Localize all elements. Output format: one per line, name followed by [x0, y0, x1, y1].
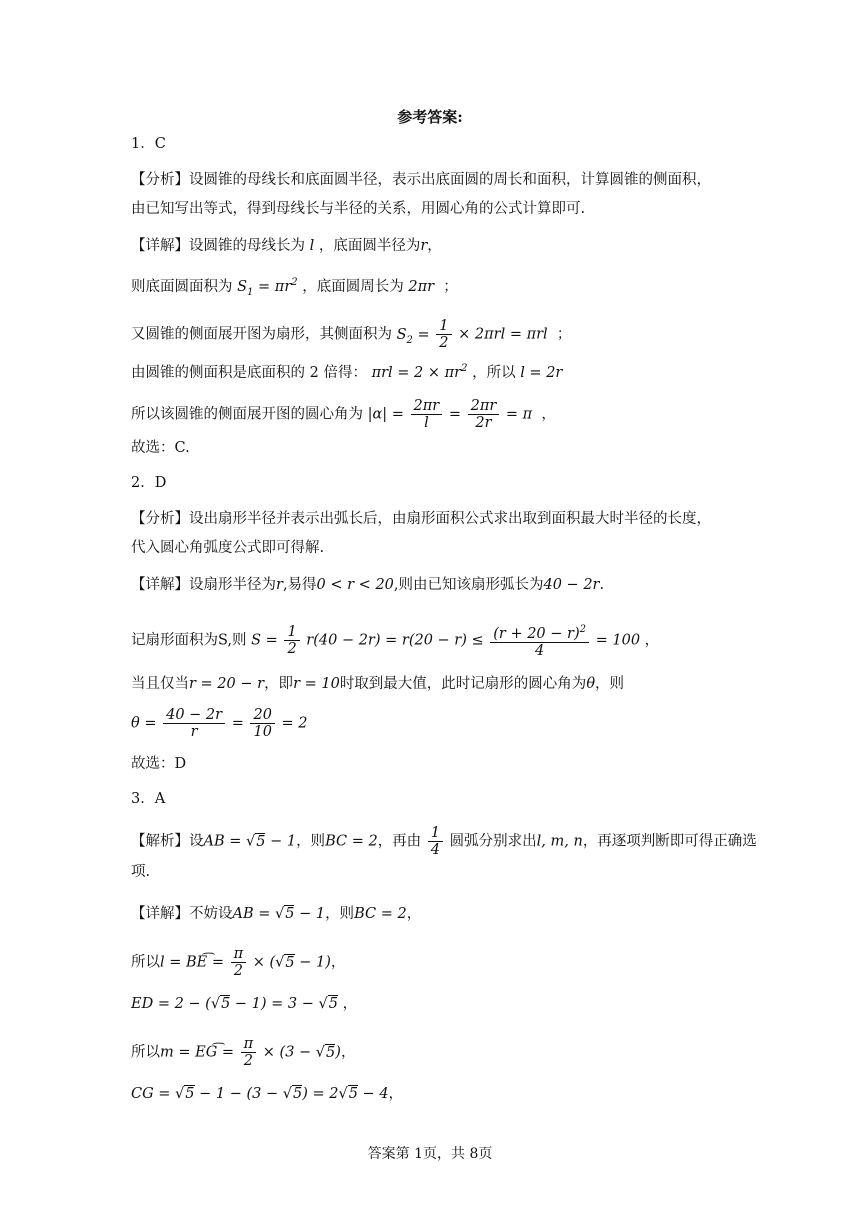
- q3-m-line: 所以m = EG͡ = $\frac{\pi}{2}$ × (3 − √5)，: [131, 1036, 356, 1069]
- q2-area-line: 记扇形面积为S,则 S = $\frac{1}{2}$ r(40 − 2r) = r(20 − r) ≤ $\frac{(r + 20 - r)^2}{4}$ = 100 ，: [131, 623, 660, 659]
- q2-analysis-line-2: 代入圆心角弧度公式即可得解.: [131, 540, 325, 556]
- q1-side-area-line: 又圆锥的侧面展开图为扇形，其侧面积为 $S_2$ = $\frac{1}{2}$ × 2πrl = πrl ；: [131, 318, 572, 351]
- q2-theta-line: θ = $\frac{40 - 2r}{r}$ = $\frac{20}{10}$ = 2: [131, 707, 308, 740]
- q2-when-line: 当且仅当r = 20 − r，即r = 10时取到最大值，此时记扇形的圆心角为θ，则: [131, 676, 625, 692]
- q2-analysis-line-1: 【分析】设出扇形半径并表示出弧长后，由扇形面积公式求出取到面积最大时半径的长度，: [131, 511, 711, 527]
- q3-analysis-line-1: 【解析】设AB = √5 − 1，则BC = 2，再由 $\frac{1}{4}$ 圆弧分别求出l, m, n，再逐项判断即可得正确选: [131, 825, 757, 858]
- q2-choose: 故选：D: [131, 756, 187, 772]
- page-footer: 答案第 1页，共 8页: [367, 1146, 493, 1162]
- question-2-answer: 2．D: [131, 475, 167, 491]
- q1-angle-line: 所以该圆锥的侧面展开图的圆心角为 |α| = $\frac{2\pi r}{l}$ = $\frac{2\pi r}{2r}$ = π ，: [131, 398, 556, 431]
- q1-choose: 故选：C.: [131, 440, 190, 456]
- q3-l-line: 所以l = BE͡ = $\frac{\pi}{2}$ × (√5 − 1)，: [131, 946, 346, 979]
- q3-detail-line: 【详解】不妨设AB = √5 − 1，则BC = 2，: [131, 906, 422, 922]
- q1-analysis-line-1: 【分析】设圆锥的母线长和底面圆半径，表示出底面圆的周长和面积，计算圆锥的侧面积，: [131, 172, 711, 188]
- q3-analysis-line-2: 项.: [131, 864, 151, 880]
- q3-cg-line: CG = √5 − 1 − (3 − √5) = 2√5 − 4，: [131, 1086, 404, 1102]
- q1-analysis-line-2: 由已知写出等式，得到母线长与半径的关系，用圆心角的公式计算即可.: [131, 201, 586, 217]
- page-title: 参考答案:: [397, 108, 463, 126]
- q3-ed-line: ED = 2 − (√5 − 1) = 3 − √5 ，: [131, 996, 358, 1012]
- q1-detail-line: 【详解】设圆锥的母线长为 l ，底面圆半径为r，: [131, 238, 442, 254]
- q1-base-line: 则底面圆面积为 $S_1 = \pi r^2$ ，底面圆周长为 2πr ；: [131, 277, 458, 298]
- question-3-answer: 3．A: [131, 791, 166, 807]
- q1-twice-line: 由圆锥的侧面积是底面积的 2 倍得： $\pi rl = 2 \times \pi r^2$ ，所以 l = 2r: [131, 363, 563, 381]
- q2-detail-line: 【详解】设扇形半径为r,易得0 < r < 20,则由已知该扇形弧长为40 − 2r.: [131, 577, 605, 593]
- question-1-answer: 1．C: [131, 136, 166, 152]
